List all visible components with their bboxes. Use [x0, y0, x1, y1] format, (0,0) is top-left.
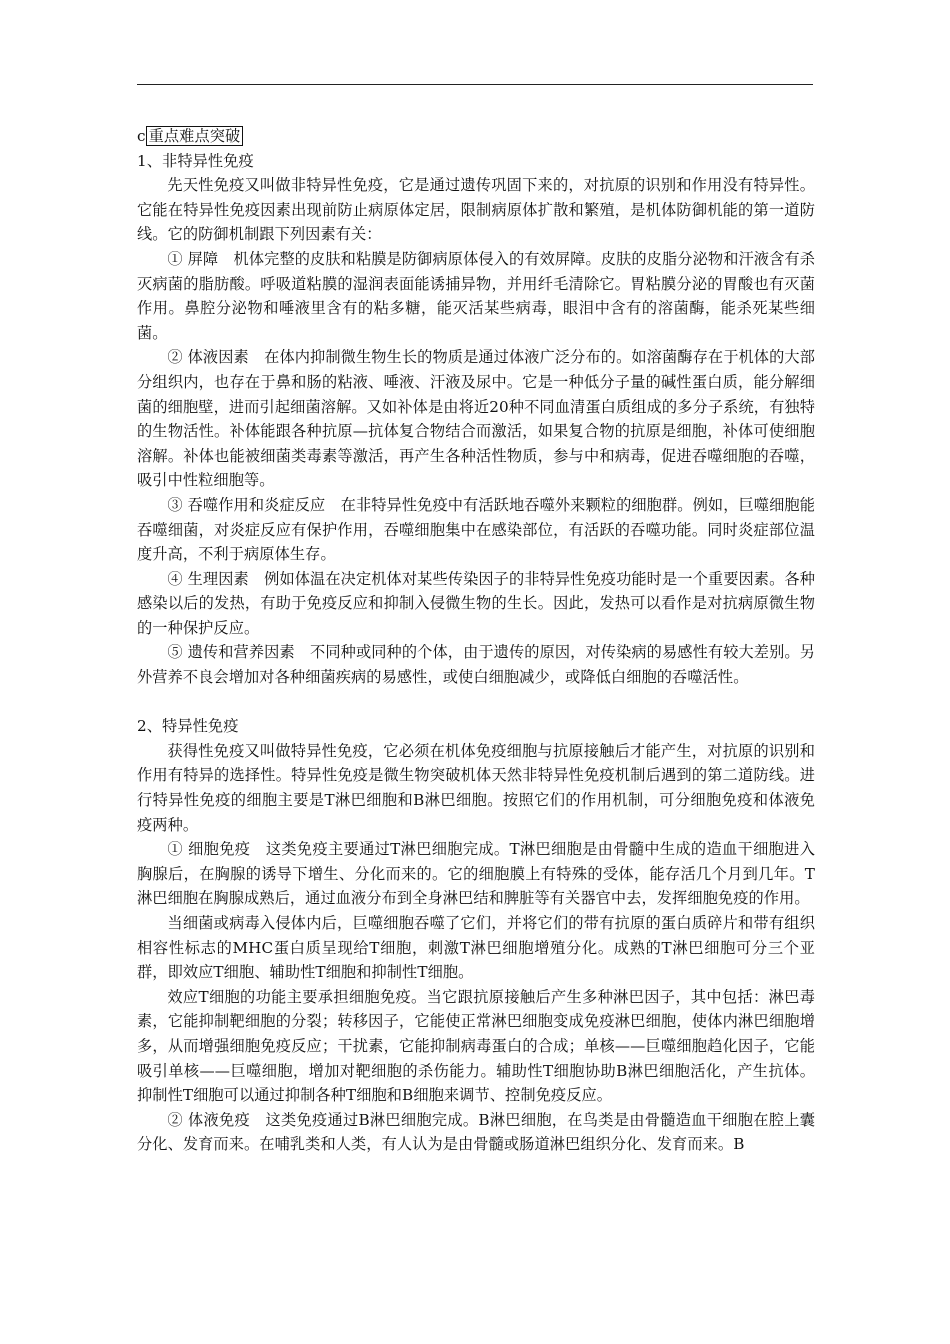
section1-paragraph: ③ 吞噬作用和炎症反应 在非特异性免疫中有活跃地吞噬外来颗粒的细胞群。例如，巨噬细胞能吞噬细菌，对炎症反应有保护作用，吞噬细胞集中在感染部位，有活跃的吞噬功能。同时炎症部位温度升高，不利于病原体生存。 [137, 495, 815, 564]
section1-paragraph: 先天性免疫又叫做非特异性免疫，它是通过遗传巩固下来的，对抗原的识别和作用没有特异性。它能在特异性免疫因素出现前防止病原体定居，限制病原体扩散和繁殖，是机体防御机能的第一道防线。它的防御机制跟下列因素有关： [137, 176, 815, 244]
header-boxed-title: 重点难点突破 [146, 126, 244, 146]
section1-paragraph: ② 体液因素 在体内抑制微生物生长的物质是通过体液广泛分布的。如溶菌酶存在于机体的大部分组织内，也存在于鼻和肠的粘液、唾液、汗液及尿中。它是一种低分子量的碱性蛋白质，能分解细菌的细胞壁，进而引起细菌溶解。又如补体是由将近20种不同血清蛋白质组成的多分子系统，有独特的生物活性。补体能跟各种抗原—抗体复合物结合而激活，如果复合物的抗原是细胞，补体可使细胞溶解。补体也能被细菌类毒素等激活，再产生各种活性物质，参与中和病毒，促进吞噬细胞的吞噬，吸引中性粒细胞等。 [137, 348, 815, 490]
section2-paragraph: 当细菌或病毒入侵体内后，巨噬细胞吞噬了它们，并将它们的带有抗原的蛋白质碎片和带有组织相容性标志的MHC蛋白质呈现给T细胞，刺激T淋巴细胞增殖分化。成熟的T淋巴细胞可分三个亚群，即效应T细胞、辅助性T细胞和抑制性T细胞。 [137, 914, 815, 982]
document-body [137, 124, 815, 1157]
section-spacer [137, 690, 815, 715]
header-prefix: c [137, 127, 146, 145]
section1-paragraph: ① 屏障 机体完整的皮肤和粘膜是防御病原体侵入的有效屏障。皮肤的皮脂分泌物和汗液含有杀灭病菌的脂肪酸。呼吸道粘膜的湿润表面能诱捕异物，并用纤毛清除它。胃粘膜分泌的胃酸也有灭菌作用。鼻腔分泌物和唾液里含有的粘多糖，能灭活某些病毒，眼泪中含有的溶菌酶，能杀死某些细菌。 [137, 249, 815, 342]
header-rule [137, 84, 813, 85]
section-header [137, 124, 815, 149]
section2-paragraph: ② 体液免疫 这类免疫通过B淋巴细胞完成。B淋巴细胞，在鸟类是由骨髓造血干细胞在腔上囊分化、发育而来。在哺乳类和人类，有人认为是由骨髓或肠道淋巴组织分化、发育而来。B [137, 1110, 815, 1154]
section2-paragraph: 获得性免疫又叫做特异性免疫，它必须在机体免疫细胞与抗原接触后才能产生，对抗原的识别和作用有特异的选择性。特异性免疫是微生物突破机体天然非特异性免疫机制后遇到的第二道防线。进行特异性免疫的细胞主要是T淋巴细胞和B淋巴细胞。按照它们的作用机制，可分细胞免疫和体液免疫两种。 [137, 741, 815, 834]
section2-title: 2、特异性免疫 [137, 717, 239, 736]
section2-paragraph: ① 细胞免疫 这类免疫主要通过T淋巴细胞完成。T淋巴细胞是由骨髓中生成的造血干细胞进入胸腺后，在胸腺的诱导下增生、分化而来的。它的细胞膜上有特殊的受体，能存活几个月到几年。T淋巴细胞在胸腺成熟后，通过血液分布到全身淋巴结和脾脏等有关器官中去，发挥细胞免疫的作用。 [137, 840, 815, 908]
section1-paragraph: ④ 生理因素 例如体温在决定机体对某些传染因子的非特异性免疫功能时是一个重要因素。各种感染以后的发热，有助于免疫反应和抑制入侵微生物的生长。因此，发热可以看作是对抗病原微生物的一种保护反应。 [137, 569, 815, 637]
section1-paragraph: ⑤ 遗传和营养因素 不同种或同种的个体，由于遗传的原因，对传染病的易感性有较大差别。另外营养不良会增加对各种细菌疾病的易感性，或使白细胞减少，或降低白细胞的吞噬活性。 [137, 643, 815, 687]
section2-paragraph: 效应T细胞的功能主要承担细胞免疫。当它跟抗原接触后产生多种淋巴因子，其中包括：淋巴毒素，它能抑制靶细胞的分裂；转移因子，它能使正常淋巴细胞变成免疫淋巴细胞，使体内淋巴细胞增多，从而增强细胞免疫反应；干扰素，它能抑制病毒蛋白的合成；单核——巨噬细胞趋化因子，它能吸引单核——巨噬细胞，增加对靶细胞的杀伤能力。辅助性T细胞协助B淋巴细胞活化，产生抗体。抑制性T细胞可以通过抑制各种T细胞和B细胞来调节、控制免疫反应。 [137, 987, 815, 1105]
section1-title: 1、非特异性免疫 [137, 151, 254, 170]
